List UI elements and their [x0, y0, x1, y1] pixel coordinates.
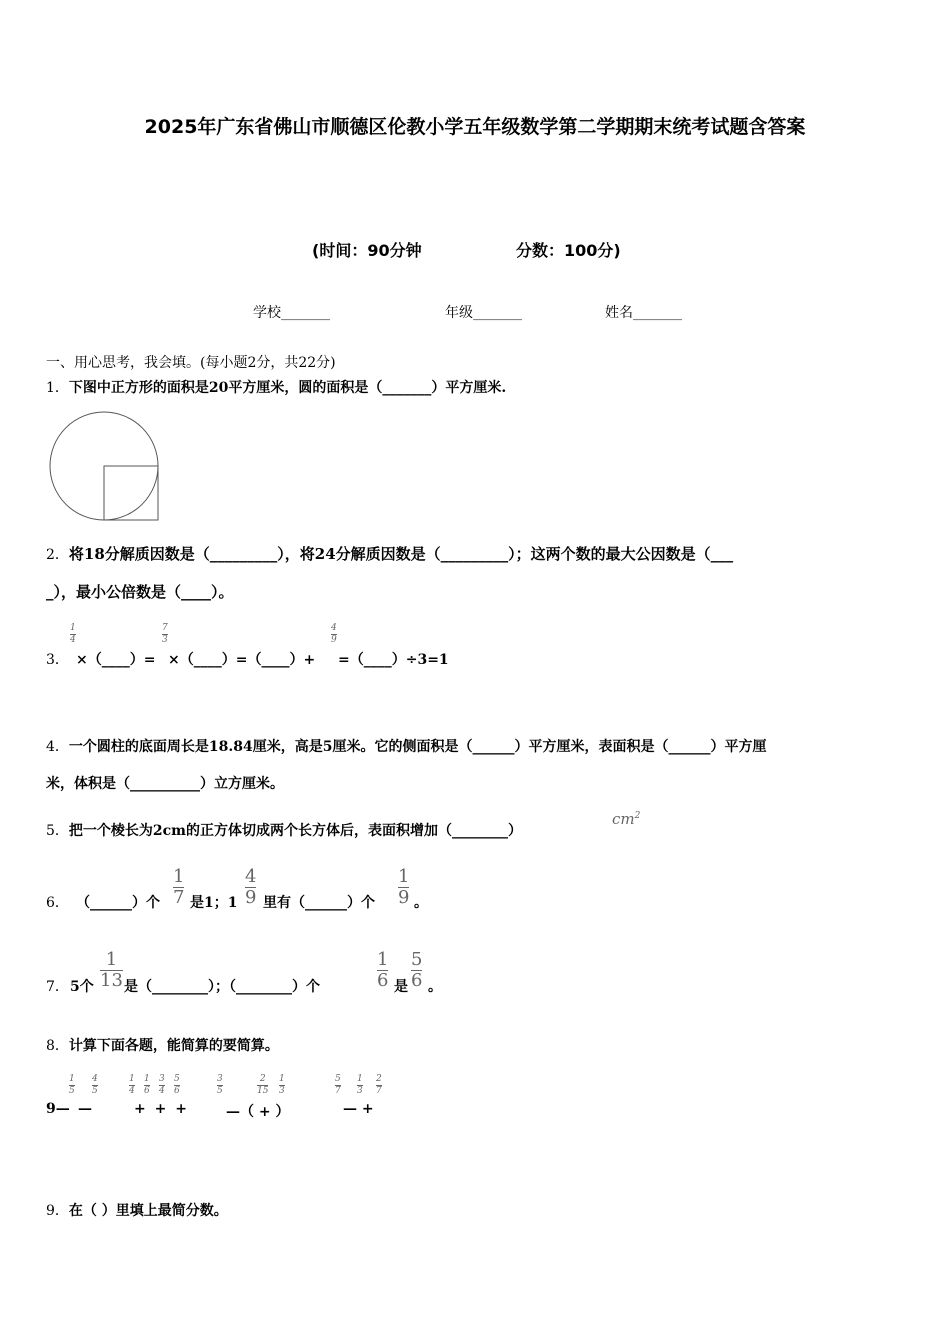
question-number: 2．: [46, 547, 69, 563]
expression-3-ops: —（ + ）: [226, 1104, 290, 1120]
expression-part: （______）个: [76, 895, 160, 911]
expression-part: ×（____）=（____）+: [168, 652, 316, 668]
unit: cm: [612, 810, 635, 828]
question-text: 把一个棱长为2cm的正方体切成两个长方体后，表面积增加（________）: [68, 823, 522, 839]
circle-square-figure: [48, 410, 163, 525]
exam-score: 分数：100分): [516, 241, 621, 260]
unit-cm2: [612, 810, 640, 828]
fraction: 1 6: [377, 949, 389, 991]
fraction: 4 5: [92, 1074, 98, 1096]
question-7: [46, 976, 69, 996]
question-number: 9．: [46, 1203, 69, 1219]
section-heading: 一、用心思考，我会填。(每小题2分，共22分): [46, 355, 336, 371]
fraction: 4 9: [331, 623, 337, 645]
question-3: [46, 649, 69, 669]
question-5: [46, 820, 522, 840]
question-9: [46, 1200, 228, 1220]
exam-time: (时间：90分钟: [312, 241, 422, 260]
fraction: 1 5: [69, 1074, 75, 1096]
question-text: 下图中正方形的面积是20平方厘米，圆的面积是（_______）平方厘米.: [68, 380, 507, 396]
school-field: 学校_______: [253, 305, 330, 321]
fraction: 2 7: [376, 1074, 382, 1096]
question-number: 7．: [46, 979, 69, 995]
question-2-line2: _），最小公倍数是（____）。: [46, 583, 234, 601]
question-number: 3．: [46, 652, 69, 668]
grade-field: 年级_______: [445, 305, 522, 321]
question-8: [46, 1035, 279, 1055]
question-6: [46, 892, 69, 912]
name-field: 姓名_______: [605, 305, 682, 321]
question-4-line1: [46, 736, 767, 756]
fraction: 3 4: [159, 1074, 165, 1096]
question-4-line2: 米，体积是（__________）立方厘米。: [46, 776, 284, 792]
fraction: 1 4: [129, 1074, 135, 1096]
fraction: 1 3: [357, 1074, 363, 1096]
fraction: 5 6: [174, 1074, 180, 1096]
question-text: 一个圆柱的底面周长是18.84厘米，高是5厘米。它的侧面积是（______）平方厘米，表面积是（______）平方厘: [68, 739, 767, 755]
question-number: 6．: [46, 895, 69, 911]
question-2-line1: [46, 543, 733, 564]
fraction: 1 4: [70, 623, 76, 645]
expression-1-op: —: [78, 1101, 92, 1117]
unit-exponent: 2: [634, 811, 641, 821]
fraction: 1 3: [279, 1074, 285, 1096]
fraction: 4 9: [245, 866, 257, 908]
fraction: 1 13: [100, 949, 123, 991]
fraction: 1 6: [144, 1074, 150, 1096]
question-text: 将18分解质因数是（_________），将24分解质因数是（_________）；这两个数的最大公因数是（___: [68, 545, 734, 563]
expression-part: 。: [428, 979, 442, 995]
expression-part: 是: [394, 979, 408, 995]
fraction: 7 3: [162, 623, 168, 645]
expression-part: 是（________）；（________）个: [124, 979, 320, 995]
expression-1-lead: 9—: [46, 1101, 70, 1117]
fraction: 1 9: [398, 866, 410, 908]
question-1: [46, 377, 506, 397]
fraction: 2 15: [257, 1074, 269, 1096]
expression-part: 5个: [70, 979, 94, 995]
expression-part: =（____）÷3=1: [338, 652, 449, 668]
question-number: 1．: [46, 380, 69, 396]
expression-part: 里有（______）个: [263, 895, 375, 911]
expression-part: ×（____）=: [76, 652, 156, 668]
fraction: 3 5: [217, 1074, 223, 1096]
fraction: 1 7: [173, 866, 185, 908]
page-title: 2025年广东省佛山市顺德区伦教小学五年级数学第二学期期末统考试题含答案: [144, 116, 806, 138]
fraction: 5 7: [335, 1074, 341, 1096]
question-number: 4．: [46, 739, 69, 755]
question-number: 5．: [46, 823, 69, 839]
question-text: 计算下面各题，能简算的要简算。: [68, 1038, 279, 1054]
fraction: 5 6: [411, 949, 423, 991]
expression-4-ops: — +: [343, 1101, 374, 1117]
expression-part: 。: [414, 895, 428, 911]
expression-2-ops: + + +: [134, 1101, 189, 1117]
expression-part: 是1；1: [190, 895, 238, 911]
question-text: 在（ ）里填上最简分数。: [68, 1203, 228, 1219]
question-number: 8．: [46, 1038, 69, 1054]
